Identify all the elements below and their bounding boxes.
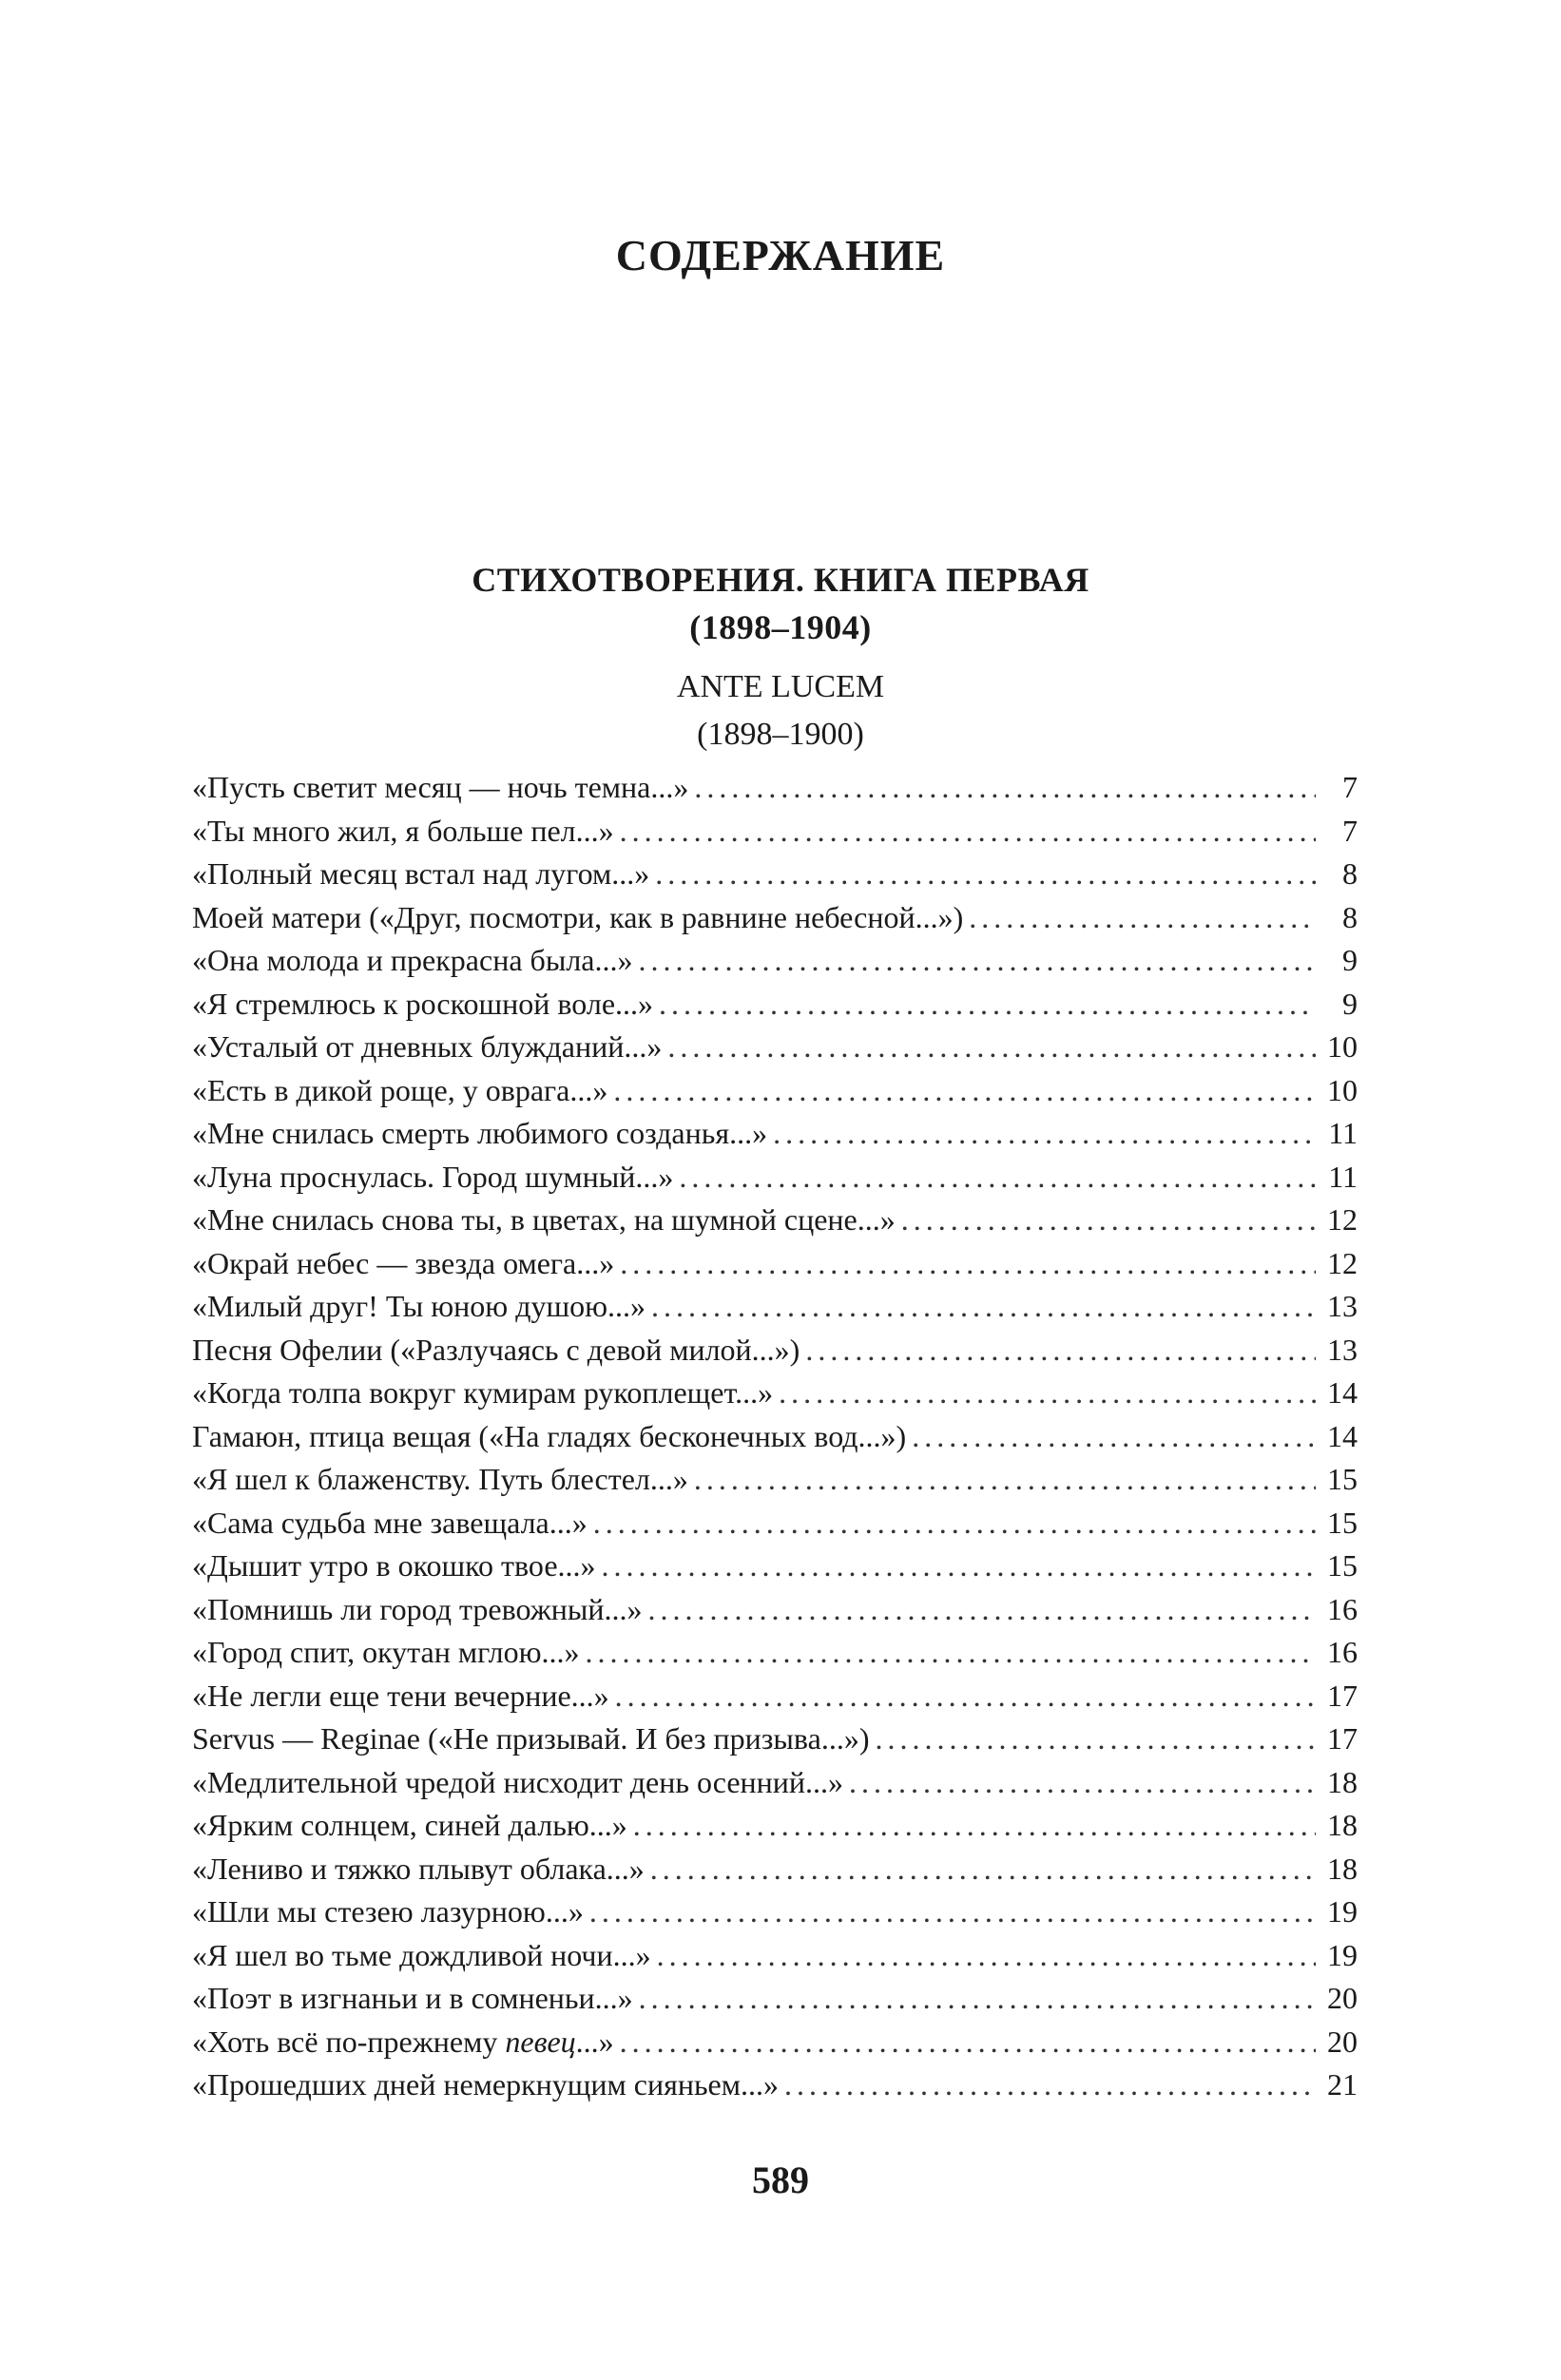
toc-entry-page: 14 bbox=[1327, 1418, 1358, 1453]
toc-entry bbox=[192, 1934, 1358, 1978]
toc-entry bbox=[192, 1112, 1358, 1156]
toc-entry-page: 11 bbox=[1328, 1116, 1358, 1150]
toc-entry-page: 19 bbox=[1327, 1894, 1358, 1929]
dot-leader bbox=[679, 1156, 1316, 1200]
toc-entry-title: «Лениво и тяжко плывут облака...» bbox=[192, 1851, 645, 1886]
toc-entry-page: 8 bbox=[1342, 856, 1358, 891]
toc-entry-title: «Я шел во тьме дождливой ночи...» bbox=[192, 1937, 651, 1972]
dot-leader bbox=[620, 2021, 1316, 2064]
toc-entry-title: «Не легли еще тени вечерние...» bbox=[192, 1678, 609, 1713]
dot-leader bbox=[901, 1199, 1316, 1242]
toc-entry bbox=[192, 853, 1358, 896]
toc-entry bbox=[192, 1458, 1358, 1502]
toc-entry bbox=[192, 896, 1358, 940]
toc-entry-page: 14 bbox=[1327, 1375, 1358, 1410]
dot-leader bbox=[648, 1588, 1316, 1632]
toc-entry-title: «Мне снилась снова ты, в цветах, на шумной сцене...» bbox=[192, 1202, 896, 1237]
toc-entry-title: «Помнишь ли город тревожный...» bbox=[192, 1591, 643, 1626]
toc-entry-title: «Я стремлюсь к роскошной воле...» bbox=[192, 986, 654, 1021]
toc-entry-title bbox=[192, 2021, 614, 2064]
toc-entry bbox=[192, 1848, 1358, 1891]
toc-entry-title: Моей матери («Друг, посмотри, как в равнине небесной...») bbox=[192, 899, 964, 934]
toc-entry-page: 15 bbox=[1327, 1462, 1358, 1496]
toc-entry-page: 9 bbox=[1342, 986, 1358, 1021]
toc-entry-page: 20 bbox=[1327, 2024, 1358, 2059]
toc-entry bbox=[192, 2063, 1358, 2107]
dot-leader bbox=[620, 810, 1316, 854]
toc-entry-page: 9 bbox=[1342, 943, 1358, 977]
toc-entry-title-italic: певец bbox=[505, 2024, 576, 2059]
section-title: СТИХОТВОРЕНИЯ. КНИГА ПЕРВАЯ bbox=[472, 561, 1089, 599]
toc-entry bbox=[192, 1242, 1358, 1286]
dot-leader bbox=[593, 1502, 1316, 1545]
table-of-contents bbox=[192, 766, 1358, 2107]
dot-leader bbox=[694, 1458, 1316, 1502]
toc-entry-title: «Прошедших дней немеркнущим сияньем...» bbox=[192, 2067, 779, 2102]
dot-leader bbox=[602, 1545, 1316, 1588]
dot-leader bbox=[773, 1112, 1316, 1156]
subsection-heading bbox=[0, 663, 1561, 758]
toc-entry-title: «Шли мы стезею лазурною...» bbox=[192, 1894, 584, 1929]
toc-entry bbox=[192, 1415, 1358, 1459]
toc-entry-title: «Город спит, окутан мглою...» bbox=[192, 1635, 580, 1669]
toc-entry-page: 17 bbox=[1327, 1721, 1358, 1756]
toc-entry-page: 16 bbox=[1327, 1635, 1358, 1669]
toc-entry-page: 11 bbox=[1328, 1159, 1358, 1194]
toc-entry bbox=[192, 1069, 1358, 1113]
toc-entry bbox=[192, 1156, 1358, 1200]
toc-entry-title: Гамаюн, птица вещая («На гладях бесконечных вод...») bbox=[192, 1418, 907, 1453]
subsection-title: ANTE LUCEM bbox=[676, 669, 885, 704]
toc-entry bbox=[192, 810, 1358, 854]
toc-entry-page: 18 bbox=[1327, 1764, 1358, 1799]
toc-entry bbox=[192, 1631, 1358, 1675]
dot-leader bbox=[657, 1934, 1316, 1978]
dot-leader bbox=[784, 2063, 1316, 2107]
section-years: (1898–1904) bbox=[689, 608, 872, 646]
toc-entry-page: 10 bbox=[1327, 1072, 1358, 1107]
toc-entry bbox=[192, 1199, 1358, 1242]
toc-entry-title: «Мне снилась смерть любимого созданья...» bbox=[192, 1116, 768, 1150]
toc-entry bbox=[192, 939, 1358, 983]
toc-entry-title: «Она молода и прекрасна была...» bbox=[192, 943, 633, 977]
dot-leader bbox=[667, 1026, 1316, 1069]
toc-entry-title-post: ...» bbox=[575, 2024, 614, 2059]
toc-entry bbox=[192, 1804, 1358, 1848]
toc-entry-title: Песня Офелии («Разлучаясь с девой милой...») bbox=[192, 1332, 800, 1367]
toc-entry bbox=[192, 1588, 1358, 1632]
toc-entry-title: «Полный месяц встал над лугом...» bbox=[192, 856, 650, 891]
toc-entry-title: «Ярким солнцем, синей далью...» bbox=[192, 1808, 627, 1842]
toc-entry-page: 13 bbox=[1327, 1332, 1358, 1367]
toc-entry bbox=[192, 1761, 1358, 1805]
toc-entry-title: «Усталый от дневных блужданий...» bbox=[192, 1029, 663, 1064]
toc-entry-page: 16 bbox=[1327, 1591, 1358, 1626]
dot-leader bbox=[651, 1285, 1316, 1329]
dot-leader bbox=[969, 896, 1316, 940]
toc-entry-page: 21 bbox=[1327, 2067, 1358, 2102]
toc-entry-title: «Ты много жил, я больше пел...» bbox=[192, 813, 614, 848]
toc-entry-title: «Окрай небес — звезда омега...» bbox=[192, 1245, 615, 1280]
dot-leader bbox=[875, 1718, 1316, 1761]
toc-entry-page: 8 bbox=[1342, 899, 1358, 934]
toc-entry bbox=[192, 1372, 1358, 1415]
dot-leader bbox=[633, 1804, 1316, 1848]
toc-entry-title: «Дышит утро в окошко твое...» bbox=[192, 1548, 596, 1583]
dot-leader bbox=[659, 983, 1316, 1027]
dot-leader bbox=[849, 1761, 1316, 1805]
toc-entry-page: 12 bbox=[1327, 1245, 1358, 1280]
toc-entry-page: 18 bbox=[1327, 1808, 1358, 1842]
toc-entry-page: 7 bbox=[1342, 813, 1358, 848]
toc-entry-page: 15 bbox=[1327, 1505, 1358, 1540]
dot-leader bbox=[694, 766, 1316, 810]
toc-entry-page: 10 bbox=[1327, 1029, 1358, 1064]
page-number: 589 bbox=[752, 2159, 809, 2201]
toc-entry-page: 7 bbox=[1342, 770, 1358, 804]
toc-entry-page: 17 bbox=[1327, 1678, 1358, 1713]
dot-leader bbox=[779, 1372, 1316, 1415]
toc-entry-title-pre: «Хоть всё по-прежнему bbox=[192, 2024, 506, 2059]
toc-entry bbox=[192, 1891, 1358, 1934]
toc-entry bbox=[192, 766, 1358, 810]
toc-entry-page: 19 bbox=[1327, 1937, 1358, 1972]
toc-entry bbox=[192, 1545, 1358, 1588]
toc-entry-page: 20 bbox=[1327, 1981, 1358, 2015]
dot-leader bbox=[805, 1329, 1316, 1372]
toc-entry-title: «Медлительной чредой нисходит день осенний...» bbox=[192, 1764, 844, 1799]
toc-entry-title: «Луна проснулась. Город шумный...» bbox=[192, 1159, 674, 1194]
toc-entry-title: «Есть в дикой роще, у оврага...» bbox=[192, 1072, 608, 1107]
toc-entry bbox=[192, 1285, 1358, 1329]
toc-entry-title: «Сама судьба мне завещала...» bbox=[192, 1505, 588, 1540]
subsection-years: (1898–1900) bbox=[697, 717, 864, 752]
toc-entry bbox=[192, 1026, 1358, 1069]
dot-leader bbox=[589, 1891, 1316, 1934]
toc-entry-title: Servus — Reginae («Не призывай. И без призыва...») bbox=[192, 1721, 870, 1756]
page-title: СОДЕРЖАНИЕ bbox=[615, 231, 946, 279]
toc-entry bbox=[192, 1977, 1358, 2021]
toc-entry-title: «Милый друг! Ты юною душою...» bbox=[192, 1289, 646, 1323]
dot-leader bbox=[650, 1848, 1316, 1891]
dot-leader bbox=[638, 939, 1316, 983]
toc-entry bbox=[192, 1675, 1358, 1718]
toc-entry bbox=[192, 1329, 1358, 1372]
dot-leader bbox=[613, 1069, 1316, 1113]
dot-leader bbox=[620, 1242, 1316, 1286]
toc-entry-title: «Когда толпа вокруг кумирам рукоплещет...» bbox=[192, 1375, 774, 1410]
toc-entry bbox=[192, 2021, 1358, 2064]
toc-entry-page: 12 bbox=[1327, 1202, 1358, 1237]
dot-leader bbox=[912, 1415, 1316, 1459]
dot-leader bbox=[586, 1631, 1317, 1675]
toc-entry bbox=[192, 1718, 1358, 1761]
toc-entry-page: 18 bbox=[1327, 1851, 1358, 1886]
toc-entry-title: «Я шел к блаженству. Путь блестел...» bbox=[192, 1462, 688, 1496]
dot-leader bbox=[639, 1977, 1316, 2021]
toc-entry-page: 15 bbox=[1327, 1548, 1358, 1583]
toc-entry-title: «Поэт в изгнаньи и в сомненьи...» bbox=[192, 1981, 633, 2015]
toc-entry bbox=[192, 983, 1358, 1027]
toc-entry bbox=[192, 1502, 1358, 1545]
toc-entry-page: 13 bbox=[1327, 1289, 1358, 1323]
dot-leader bbox=[655, 853, 1316, 896]
section-heading bbox=[0, 556, 1561, 651]
dot-leader bbox=[615, 1675, 1316, 1718]
toc-entry-title: «Пусть светит месяц — ночь темна...» bbox=[192, 770, 689, 804]
